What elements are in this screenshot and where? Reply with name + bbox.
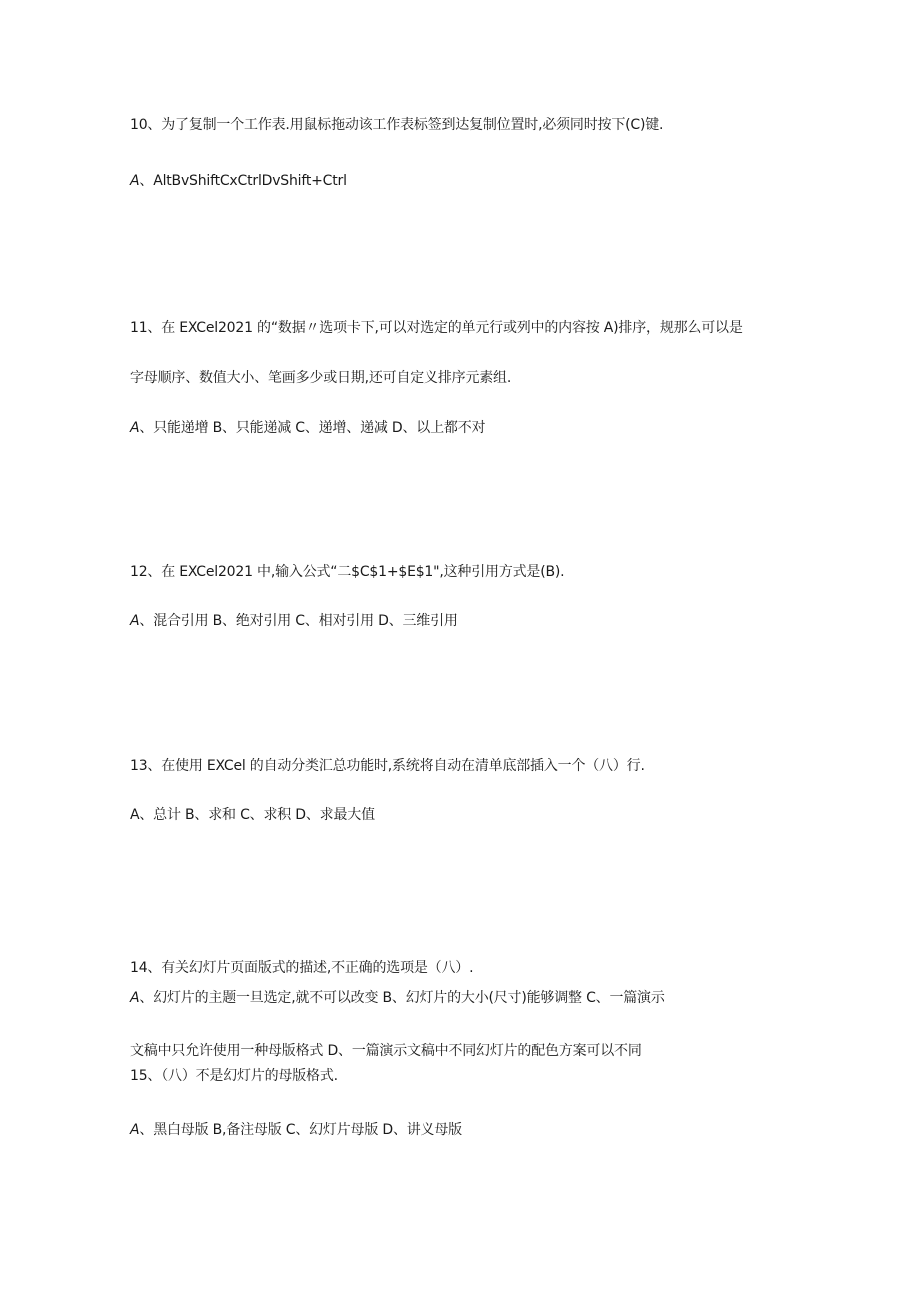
options-text: 、AltBvShiftCxCtrlDvShift+Ctrl — [139, 173, 347, 189]
options-text: 、黑白母版 B,备注母版 C、幻灯片母版 D、讲义母版 — [139, 1122, 462, 1138]
question-14-options-line1 — [130, 989, 665, 1007]
question-13-options: A、总计 B、求和 C、求积 D、求最大值 — [130, 807, 375, 823]
option-a-marker: A — [130, 173, 140, 189]
question-10-text: 10、为了复制一个工作表.用鼠标拖动该工作表标签到达复制位置时,必须同时按下(C)键. — [130, 117, 664, 133]
question-11-text-line2: 字母顺序、数值大小、笔画多少或日期,还可自定义排序元素组. — [130, 370, 512, 386]
question-15-text: 15、（八）不是幻灯片的母版格式. — [130, 1068, 338, 1084]
option-a-marker: A — [130, 1122, 140, 1138]
options-text: 、幻灯片的主题一旦选定,就不可以改变 B、幻灯片的大小(尺寸)能够调整 C、一篇演示 — [139, 990, 665, 1006]
option-a-marker: A — [130, 990, 140, 1006]
question-12-text: 12、在 EXCel2021 中,输入公式“二$C$1+$E$1",这种引用方式是(B). — [130, 564, 565, 580]
option-a-marker: A — [130, 420, 140, 436]
question-13-text: 13、在使用 EXCel 的自动分类汇总功能时,系统将自动在清单底部插入一个（八）行. — [130, 758, 645, 774]
option-a-marker: A — [130, 613, 140, 629]
question-10-options — [130, 172, 347, 190]
question-11-options — [130, 419, 485, 437]
question-11-text-line1: 11、在 EXCel2021 的“数据〃选项卡下,可以对选定的单元行或列中的内容按 A)排序，规那么可以是 — [130, 320, 743, 336]
question-14-text: 14、有关幻灯片页面版式的描述,不正确的选项是（八）. — [130, 960, 474, 976]
question-14-options-line2: 文稿中只允许使用一种母版格式 D、一篇演示文稿中不同幻灯片的配色方案可以不同 — [130, 1043, 642, 1059]
question-12-options — [130, 612, 458, 630]
options-text: 、混合引用 B、绝对引用 C、相对引用 D、三维引用 — [139, 613, 458, 629]
options-text: 、只能递增 B、只能递减 C、递增、递减 D、以上都不对 — [139, 420, 486, 436]
question-15-options — [130, 1121, 462, 1139]
